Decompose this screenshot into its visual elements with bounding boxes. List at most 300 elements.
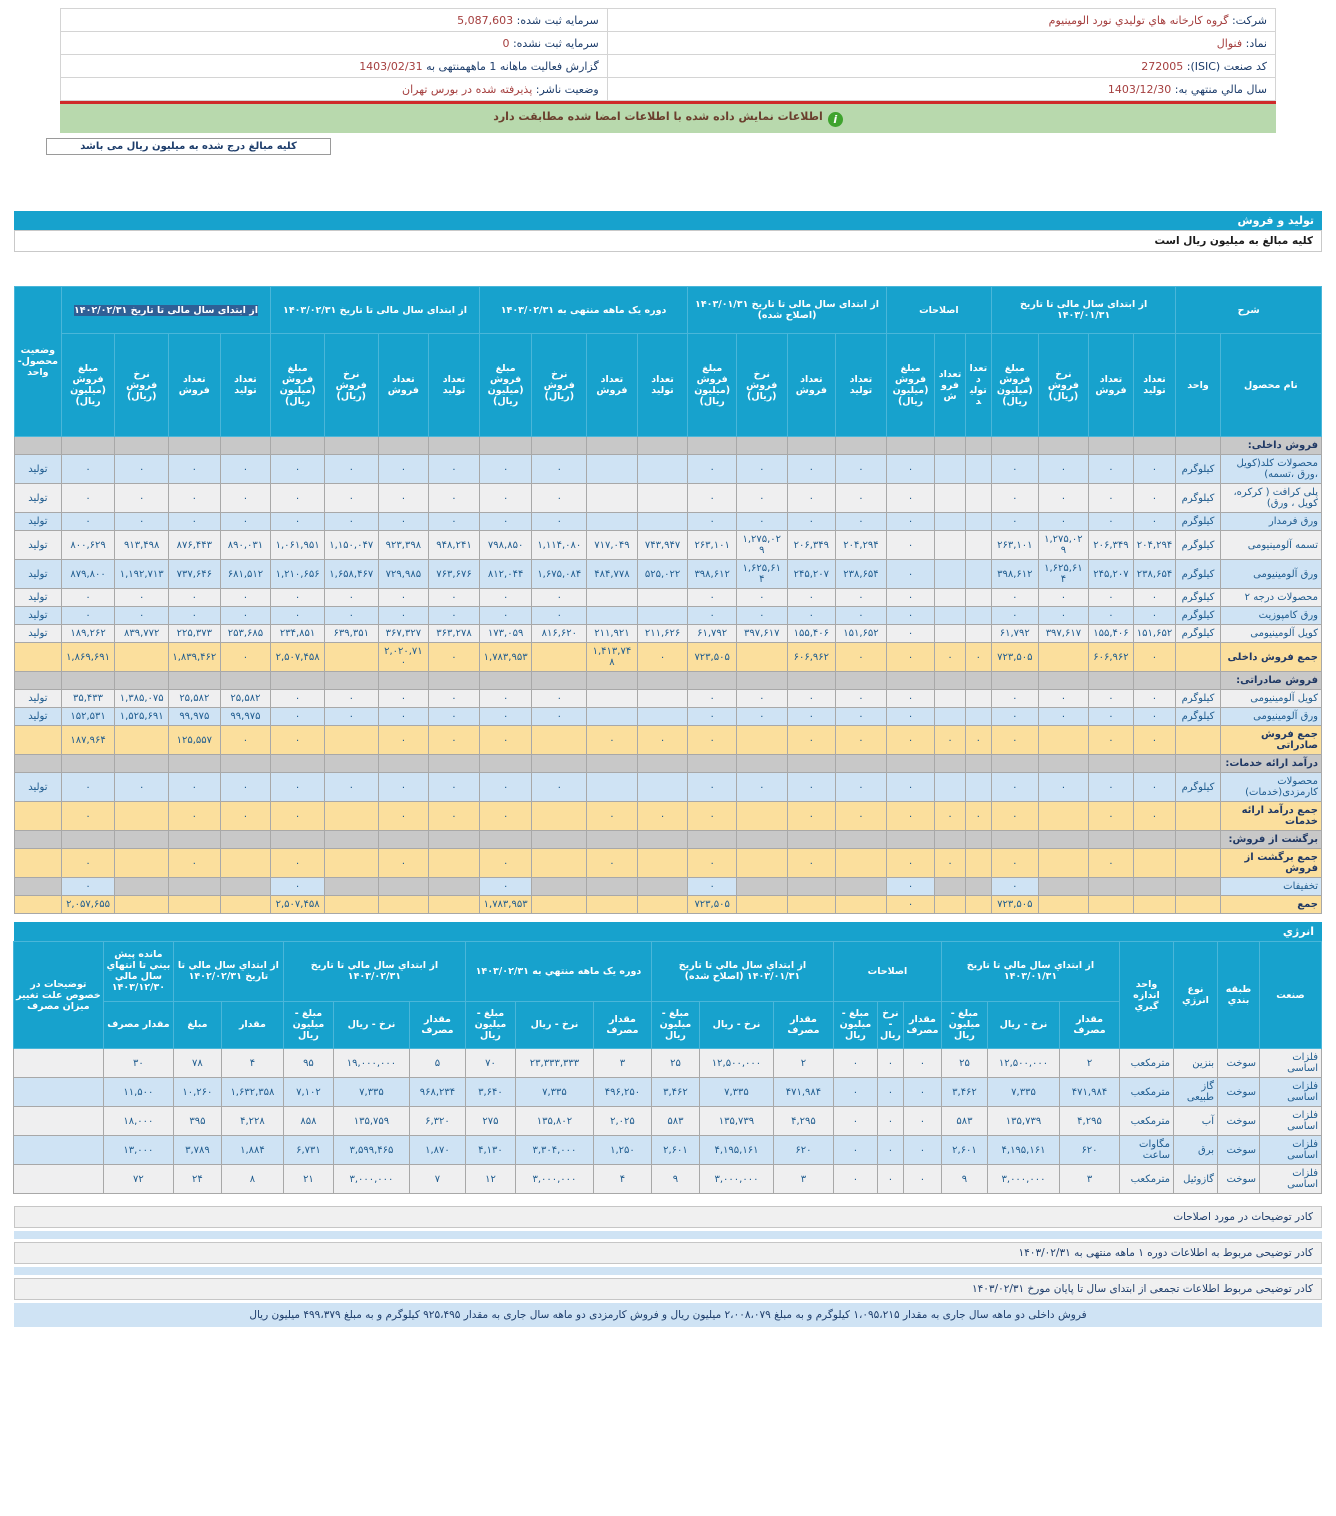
header-cell: مبلغ فروش (میلیون ریال) xyxy=(61,334,115,437)
value-cell xyxy=(115,849,169,878)
value-cell: ۳,۴۶۲ xyxy=(941,1078,987,1107)
cell xyxy=(637,672,688,690)
value-cell: ۰ xyxy=(61,802,115,831)
value-cell: ۰ xyxy=(1133,708,1176,726)
value-cell: ۰ xyxy=(271,690,325,708)
value-cell: ۱,۲۷۵,۰۲۹ xyxy=(1038,531,1089,560)
value-cell xyxy=(1038,643,1089,672)
status-cell: تولید xyxy=(15,773,62,802)
value-cell: ۰ xyxy=(886,531,935,560)
status-cell: تولید xyxy=(15,690,62,708)
cell xyxy=(61,831,115,849)
value-cell: ۰ xyxy=(787,802,836,831)
table-row xyxy=(15,643,1322,672)
value-cell xyxy=(787,896,836,914)
header-cell: نرخ - ریال xyxy=(988,1001,1060,1048)
value-cell: ۰ xyxy=(992,878,1039,896)
header-cell: تعداد فروش xyxy=(169,334,221,437)
name-cell: سوخت xyxy=(1218,1107,1260,1136)
value-cell: ۲۷۵ xyxy=(465,1107,515,1136)
value-cell: ۰ xyxy=(992,455,1039,484)
cell xyxy=(935,672,965,690)
value-cell: ۰ xyxy=(271,802,325,831)
table-row xyxy=(15,287,1322,334)
header-cell: مبلغ فروش (میلیون ریال) xyxy=(688,334,737,437)
value-cell: ۰ xyxy=(1133,607,1176,625)
header-cell: تعداد فروش xyxy=(935,334,965,437)
value-cell: ۰ xyxy=(115,773,169,802)
value-cell: ۳۹۸,۶۱۲ xyxy=(688,560,737,589)
value-cell: ۰ xyxy=(992,690,1039,708)
value-cell xyxy=(324,643,378,672)
header-cell: واحد اندازه گيري xyxy=(1120,942,1174,1049)
value-cell xyxy=(169,878,221,896)
value-cell xyxy=(220,849,271,878)
value-cell: ۰ xyxy=(271,513,325,531)
cell xyxy=(378,672,429,690)
value-cell: ۰ xyxy=(736,589,787,607)
value-cell xyxy=(935,690,965,708)
value-cell xyxy=(637,484,688,513)
cell xyxy=(836,437,887,455)
value-cell xyxy=(532,878,587,896)
name-cell: ورق کامپوزیت xyxy=(1220,607,1321,625)
value-cell xyxy=(220,878,271,896)
name-cell: تسمه آلومینیومی xyxy=(1220,531,1321,560)
cell xyxy=(688,831,737,849)
value-cell: ۲,۶۰۱ xyxy=(941,1136,987,1165)
table-row xyxy=(13,1078,1321,1107)
value-cell: ۳,۰۰۰,۰۰۰ xyxy=(333,1165,409,1194)
name-cell: فروش داخلی: xyxy=(1220,437,1321,455)
value-cell: ۰ xyxy=(324,455,378,484)
value-cell: ۰ xyxy=(1089,773,1134,802)
value-cell: ۰ xyxy=(965,726,991,755)
cell xyxy=(220,437,271,455)
header-cell: از ابتداي سال مالي تا تاريخ ۱۴۰۲/۰۲/۳۱ xyxy=(173,942,283,1002)
value-cell xyxy=(115,896,169,914)
cell xyxy=(15,672,62,690)
cell xyxy=(61,437,115,455)
value-cell: ۰ xyxy=(877,1165,903,1194)
value-cell: ۰ xyxy=(169,607,221,625)
value-cell: ۱۲,۵۰۰,۰۰۰ xyxy=(988,1049,1060,1078)
value-cell: ۱,۸۳۹,۴۶۲ xyxy=(169,643,221,672)
amounts-note-wrap xyxy=(0,133,1336,155)
value-cell: ۰ xyxy=(61,849,115,878)
value-cell xyxy=(378,896,429,914)
value-cell xyxy=(965,625,991,643)
cell xyxy=(935,831,965,849)
production-sales-table-wrap xyxy=(14,286,1322,914)
cell xyxy=(587,672,638,690)
value-cell: ۳,۷۸۹ xyxy=(173,1136,221,1165)
value-cell: ۰ xyxy=(992,773,1039,802)
value-cell: ۱,۷۸۳,۹۵۳ xyxy=(479,896,532,914)
status-cell xyxy=(15,896,62,914)
cell xyxy=(836,831,887,849)
status-bar-text: اطلاعات نمایش داده شده با اطلاعات امضا شده مطابقت دارد xyxy=(493,110,823,123)
value-cell: ۴,۱۹۵,۱۶۱ xyxy=(988,1136,1060,1165)
value-cell: ۰ xyxy=(992,849,1039,878)
value-cell xyxy=(1133,878,1176,896)
value-cell: ۰ xyxy=(736,484,787,513)
cell: سرمايه ثبت شده: 5,087,603 xyxy=(61,9,608,32)
value-cell xyxy=(935,531,965,560)
value-cell: ۰ xyxy=(378,690,429,708)
value-cell: ۰ xyxy=(61,878,115,896)
value-cell: ۴۸۴,۷۷۸ xyxy=(587,560,638,589)
value-cell xyxy=(1133,849,1176,878)
value-cell xyxy=(115,878,169,896)
cell xyxy=(115,437,169,455)
value-cell: ۷ xyxy=(409,1165,465,1194)
info-row xyxy=(61,32,1276,55)
value-cell: ۰ xyxy=(836,455,887,484)
value-cell: ۰ xyxy=(378,708,429,726)
header-cell: مقدار xyxy=(221,1001,283,1048)
value-cell: ۰ xyxy=(220,589,271,607)
value-cell xyxy=(587,484,638,513)
value-cell: ۰ xyxy=(886,560,935,589)
value-cell: ۶۲۰ xyxy=(1060,1136,1120,1165)
value-cell xyxy=(532,726,587,755)
value-cell: ۰ xyxy=(169,802,221,831)
name-cell: فروش صادراتی: xyxy=(1220,672,1321,690)
header-cell: مبلغ فروش (میلیون ریال) xyxy=(886,334,935,437)
value-cell xyxy=(935,513,965,531)
value-cell xyxy=(935,773,965,802)
status-cell: تولید xyxy=(15,531,62,560)
value-cell xyxy=(935,560,965,589)
value-cell: ۰ xyxy=(992,802,1039,831)
value-cell: ۰ xyxy=(903,1049,941,1078)
value-cell: ۰ xyxy=(992,484,1039,513)
value-cell: ۰ xyxy=(429,484,480,513)
cell xyxy=(587,831,638,849)
value-cell: ۳۹۵ xyxy=(173,1107,221,1136)
value-cell xyxy=(935,484,965,513)
value-cell: ۳۶۷,۳۲۷ xyxy=(378,625,429,643)
value-cell xyxy=(637,513,688,531)
cell xyxy=(688,437,737,455)
value-cell xyxy=(587,455,638,484)
table-row xyxy=(15,334,1322,437)
value-cell: ۰ xyxy=(1038,690,1089,708)
value-cell: ۰ xyxy=(787,607,836,625)
value-cell: ۰ xyxy=(688,455,737,484)
value-cell: ۴ xyxy=(593,1165,651,1194)
value-cell: ۲۶۳,۱۰۱ xyxy=(688,531,737,560)
value-cell: ۱۳۵,۷۵۹ xyxy=(333,1107,409,1136)
value-cell: کیلوگرم xyxy=(1176,589,1221,607)
value-cell xyxy=(1038,802,1089,831)
value-cell xyxy=(1089,896,1134,914)
value-cell: ۰ xyxy=(1089,849,1134,878)
header-cell: از ابتدای سال مالی تا تاریخ ۱۴۰۳/۰۱/۳۱ xyxy=(992,287,1176,334)
table-row xyxy=(15,484,1322,513)
value-cell: ۰ xyxy=(479,513,532,531)
value-cell: ۰ xyxy=(833,1107,877,1136)
value-cell: ۱۲ xyxy=(465,1165,515,1194)
value-cell: ۰ xyxy=(877,1049,903,1078)
value-cell: ۵۸۳ xyxy=(941,1107,987,1136)
value-cell: ۲,۶۰۱ xyxy=(651,1136,699,1165)
value-cell: ۱,۰۶۱,۹۵۱ xyxy=(271,531,325,560)
value-cell: ۱۵۵,۴۰۶ xyxy=(787,625,836,643)
value-cell xyxy=(1176,849,1221,878)
value-cell: ۴۹۶,۲۵۰ xyxy=(593,1078,651,1107)
value-cell: ۲۴۵,۲۰۷ xyxy=(1089,560,1134,589)
value-cell: ۰ xyxy=(1133,643,1176,672)
value-cell: ۲۵,۵۸۲ xyxy=(220,690,271,708)
cell xyxy=(886,755,935,773)
value-cell: ۰ xyxy=(378,607,429,625)
value-cell xyxy=(637,455,688,484)
value-cell: کیلوگرم xyxy=(1176,531,1221,560)
value-cell xyxy=(324,849,378,878)
status-cell: تولید xyxy=(15,708,62,726)
value-cell: ۱,۲۵۰ xyxy=(593,1136,651,1165)
value-cell: ۱,۸۶۹,۶۹۱ xyxy=(61,643,115,672)
note-bar: کادر توضیحی مربوط اطلاعات تجمعی از ابتدای سال تا پایان مورخ ۱۴۰۳/۰۲/۳۱ xyxy=(14,1278,1322,1300)
company-info-section xyxy=(60,8,1276,104)
value-cell: کیلوگرم xyxy=(1176,560,1221,589)
value-cell xyxy=(965,455,991,484)
value-cell: ۰ xyxy=(532,589,587,607)
value-cell: ۷۲ xyxy=(103,1165,173,1194)
value-cell: ۱۸۹,۲۶۲ xyxy=(61,625,115,643)
value-cell: ۱۱,۵۰۰ xyxy=(103,1078,173,1107)
cell xyxy=(965,755,991,773)
value-cell: ۰ xyxy=(532,513,587,531)
value-cell: ۰ xyxy=(736,607,787,625)
value-cell: ۱,۸۷۰ xyxy=(409,1136,465,1165)
value-cell: ۰ xyxy=(637,726,688,755)
value-cell: ۰ xyxy=(1089,607,1134,625)
value-cell xyxy=(324,896,378,914)
value-cell xyxy=(965,484,991,513)
value-cell: ۰ xyxy=(787,484,836,513)
cell xyxy=(169,831,221,849)
table-row xyxy=(15,831,1322,849)
value-cell: ۲۲۵,۳۷۳ xyxy=(169,625,221,643)
value-cell: کیلوگرم xyxy=(1176,455,1221,484)
header-cell: تعداد تولید xyxy=(836,334,887,437)
value-cell: ۰ xyxy=(886,455,935,484)
header-cell: مقدار مصرف xyxy=(409,1001,465,1048)
value-cell xyxy=(965,773,991,802)
value-cell: ۰ xyxy=(1133,690,1176,708)
value-cell: ۹۴۸,۲۴۱ xyxy=(429,531,480,560)
cell xyxy=(532,672,587,690)
value-cell: ۱,۶۷۵,۰۸۴ xyxy=(532,560,587,589)
value-cell: ۳,۵۹۹,۴۶۵ xyxy=(333,1136,409,1165)
value-cell xyxy=(587,513,638,531)
value-cell: ۰ xyxy=(877,1078,903,1107)
value-cell: ۰ xyxy=(532,455,587,484)
value-cell: ۳۰ xyxy=(103,1049,173,1078)
value-cell xyxy=(637,589,688,607)
value-cell: ۰ xyxy=(220,773,271,802)
value-cell: ۰ xyxy=(271,484,325,513)
value-cell: ۳۵,۴۳۳ xyxy=(61,690,115,708)
value-cell: ۰ xyxy=(787,726,836,755)
value-cell: ۰ xyxy=(992,513,1039,531)
cell xyxy=(1176,672,1221,690)
cell xyxy=(15,878,62,896)
value-cell: ۰ xyxy=(169,513,221,531)
cell xyxy=(1176,878,1221,896)
value-cell: ۰ xyxy=(479,607,532,625)
cell xyxy=(1089,831,1134,849)
cell xyxy=(169,437,221,455)
header-cell: مبلغ فروش (میلیون ریال) xyxy=(992,334,1039,437)
energy-section xyxy=(14,922,1322,1194)
value-cell: ۰ xyxy=(61,455,115,484)
note-bar: کادر توضیحات در مورد اصلاحات xyxy=(14,1206,1322,1228)
cell xyxy=(271,672,325,690)
value-cell: ۰ xyxy=(429,607,480,625)
value-cell: ۷۲۳,۵۰۵ xyxy=(992,896,1039,914)
value-cell: ۲۶۳,۱۰۱ xyxy=(992,531,1039,560)
cell xyxy=(271,755,325,773)
value-cell: ۶,۷۳۱ xyxy=(283,1136,333,1165)
status-cell: تولید xyxy=(15,484,62,513)
value-cell xyxy=(1176,802,1221,831)
cell xyxy=(271,437,325,455)
value-cell: ۰ xyxy=(532,607,587,625)
value-cell: ۲۵ xyxy=(651,1049,699,1078)
value-cell: ۰ xyxy=(836,484,887,513)
value-cell: ۰ xyxy=(688,690,737,708)
name-cell: مترمکعب xyxy=(1120,1078,1174,1107)
value-cell: ۰ xyxy=(220,513,271,531)
value-cell: ۷۲۳,۵۰۵ xyxy=(992,643,1039,672)
value-cell: ۰ xyxy=(833,1078,877,1107)
value-cell: کیلوگرم xyxy=(1176,607,1221,625)
name-cell: جمع برگشت از فروش xyxy=(1220,849,1321,878)
value-cell xyxy=(429,849,480,878)
value-cell: ۰ xyxy=(1133,589,1176,607)
value-cell: ۳۹۸,۶۱۲ xyxy=(992,560,1039,589)
cell xyxy=(965,672,991,690)
table-row xyxy=(13,942,1321,1002)
value-cell xyxy=(836,878,887,896)
name-cell: محصولات کارمزدی(خدمات) xyxy=(1220,773,1321,802)
info-circle-icon: i xyxy=(828,112,843,127)
value-cell: ۷۲۳,۵۰۵ xyxy=(688,896,737,914)
value-cell: ۰ xyxy=(836,773,887,802)
value-cell: ۰ xyxy=(935,849,965,878)
cell xyxy=(935,437,965,455)
value-cell: ۲۴ xyxy=(173,1165,221,1194)
value-cell: ۰ xyxy=(877,1107,903,1136)
value-cell xyxy=(637,708,688,726)
header-cell: مبلغ - میلیون ریال xyxy=(833,1001,877,1048)
value-cell: ۰ xyxy=(532,773,587,802)
value-cell: ۰ xyxy=(220,455,271,484)
value-cell: ۰ xyxy=(479,878,532,896)
value-cell: ۰ xyxy=(877,1136,903,1165)
value-cell: ۰ xyxy=(220,726,271,755)
value-cell: ۰ xyxy=(479,690,532,708)
name-cell: سوخت xyxy=(1218,1078,1260,1107)
cell xyxy=(1038,672,1089,690)
value-cell: ۰ xyxy=(1133,802,1176,831)
value-cell: ۰ xyxy=(886,643,935,672)
value-cell: ۰ xyxy=(1089,455,1134,484)
value-cell: ۰ xyxy=(479,802,532,831)
value-cell: ۰ xyxy=(324,513,378,531)
value-cell: ۰ xyxy=(637,802,688,831)
value-cell: ۲۰۶,۳۴۹ xyxy=(787,531,836,560)
value-cell: ۰ xyxy=(787,513,836,531)
header-cell: دوره یک ماهه منتهي به ۱۴۰۳/۰۲/۳۱ xyxy=(465,942,651,1002)
value-cell xyxy=(965,708,991,726)
value-cell xyxy=(587,878,638,896)
header-cell: نرخ فروش (ریال) xyxy=(115,334,169,437)
value-cell: ۰ xyxy=(61,513,115,531)
value-cell: ۱,۶۲۵,۶۱۴ xyxy=(1038,560,1089,589)
value-cell: ۷۹۸,۸۵۰ xyxy=(479,531,532,560)
value-cell: ۲۴۵,۲۰۷ xyxy=(787,560,836,589)
name-cell: برق xyxy=(1174,1136,1218,1165)
value-cell: ۲۳۸,۶۵۴ xyxy=(836,560,887,589)
value-cell: ۴,۱۳۰ xyxy=(465,1136,515,1165)
name-cell: گازوئیل xyxy=(1174,1165,1218,1194)
value-cell: ۰ xyxy=(886,607,935,625)
table-row xyxy=(15,513,1322,531)
value-cell: ۰ xyxy=(169,589,221,607)
value-cell: ۷۱۷,۰۴۹ xyxy=(587,531,638,560)
cell xyxy=(324,755,378,773)
header-cell: تعداد تولید xyxy=(429,334,480,437)
value-cell: ۰ xyxy=(271,878,325,896)
energy-title-bar: انرژي xyxy=(14,922,1322,941)
value-cell: ۰ xyxy=(935,802,965,831)
value-cell: کیلوگرم xyxy=(1176,708,1221,726)
value-cell: ۰ xyxy=(324,484,378,513)
value-cell: ۰ xyxy=(886,484,935,513)
table-row xyxy=(13,1049,1321,1078)
cell xyxy=(736,672,787,690)
value-cell: ۰ xyxy=(1089,589,1134,607)
value-cell: ۱,۷۸۳,۹۵۳ xyxy=(479,643,532,672)
value-cell: ۰ xyxy=(378,455,429,484)
note-strip xyxy=(14,1267,1322,1275)
cell xyxy=(61,755,115,773)
value-cell: ۰ xyxy=(688,484,737,513)
value-cell: ۰ xyxy=(688,802,737,831)
value-cell xyxy=(787,878,836,896)
header-cell: مقدار مصرف xyxy=(773,1001,833,1048)
value-cell: ۰ xyxy=(992,708,1039,726)
value-cell: ۰ xyxy=(1038,607,1089,625)
cell xyxy=(115,672,169,690)
value-cell: ۰ xyxy=(1089,708,1134,726)
value-cell: ۰ xyxy=(429,773,480,802)
value-cell: ۲ xyxy=(773,1049,833,1078)
cell xyxy=(220,831,271,849)
value-cell: ۸۷۹,۸۰۰ xyxy=(61,560,115,589)
value-cell: ۰ xyxy=(532,690,587,708)
value-cell: ۰ xyxy=(429,455,480,484)
value-cell xyxy=(637,773,688,802)
value-cell: ۶۱,۷۹۲ xyxy=(688,625,737,643)
name-cell: مترمکعب xyxy=(1120,1107,1174,1136)
cell: کد صنعت (ISIC): 272005 xyxy=(607,55,1275,78)
